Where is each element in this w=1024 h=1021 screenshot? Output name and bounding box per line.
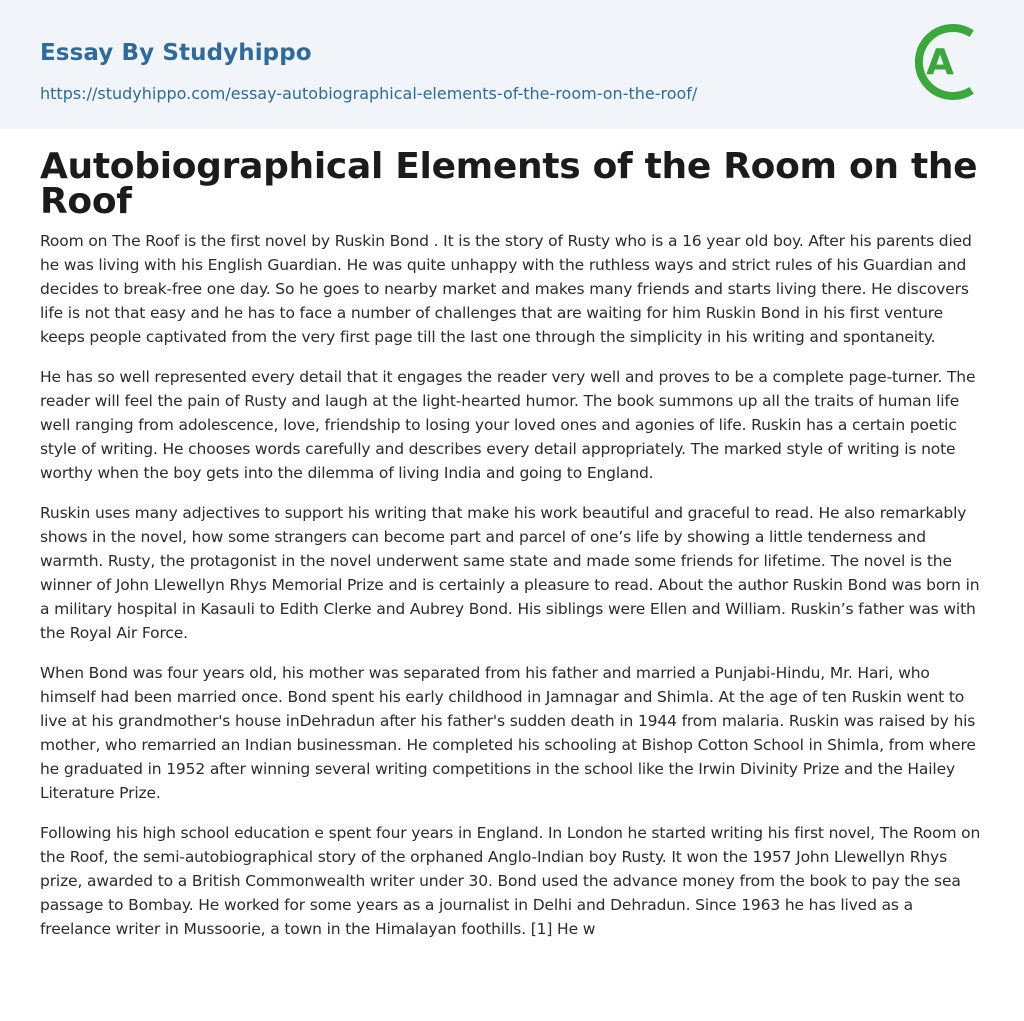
article [0, 146, 1024, 941]
essay-url-link[interactable]: https://studyhippo.com/essay-autobiographical-elements-of-the-room-on-the-roof/ [40, 84, 698, 103]
studyhippo-logo-icon[interactable] [912, 18, 986, 106]
logo-letter: A [926, 42, 954, 83]
article-paragraph: He has so well represented every detail that it engages the reader very well and proves to be a complete page-turner. The reader will feel the pain of Rusty and laugh at the light-hearted humor. The book summons up all the traits of human life well ranging from adolescence, love, friendship to losing your loved ones and agonies of life. Ruskin has a certain poetic style of writing. He chooses words carefully and describes every detail appropriately. The marked style of writing is note worthy when the boy gets into the dilemma of living India and going to England. [40, 368, 976, 482]
article-paragraph: When Bond was four years old, his mother was separated from his father and married a Punjabi-Hindu, Mr. Hari, who himself had been married once. Bond spent his early childhood in Jamnagar and Shimla. At the age of ten Ruskin went to live at his grandmother's house inDehradun after his father's sudden death in 1944 from malaria. Ruskin was raised by his mother, who remarried an Indian businessman. He completed his schooling at Bishop Cotton School in Shimla, from where he graduated in 1952 after winning several writing competitions in the school like the Irwin Divinity Prize and the Hailey Literature Prize. [40, 664, 976, 802]
article-paragraph: Following his high school education e spent four years in England. In London he started writing his first novel, The Room on the Roof, the semi-autobiographical story of the orphaned Anglo-Indian boy Rusty. It won the 1957 John Llewellyn Rhys prize, awarded to a British Commonwealth writer under 30. Bond used the advance money from the book to pay the sea passage to Bombay. He worked for some years as a journalist in Delhi and Dehradun. Since 1963 he has lived as a freelance writer in Mussoorie, a town in the Himalayan foothills. [1] He w [40, 824, 981, 938]
site-header [0, 0, 1024, 129]
site-brand[interactable]: Essay By Studyhippo [40, 40, 312, 66]
article-title: Autobiographical Elements of the Room on the Roof [40, 146, 978, 222]
article-paragraph: Ruskin uses many adjectives to support his writing that make his work beautiful and graceful to read. He also remarkably shows in the novel, how some strangers can become part and parcel of one’s life by showing a little tenderness and warmth. Rusty, the protagonist in the novel underwent same state and made some friends for lifetime. The novel is the winner of John Llewellyn Rhys Memorial Prize and is certainly a pleasure to read. About the author Ruskin Bond was born in a military hospital in Kasauli to Edith Clerke and Aubrey Bond. His siblings were Ellen and William. Ruskin’s father was with the Royal Air Force. [40, 504, 980, 642]
article-paragraph: Room on The Roof is the first novel by Ruskin Bond . It is the story of Rusty who is a 16 year old boy. After his parents died he was living with his English Guardian. He was quite unhappy with the ruthless ways and strict rules of his Guardian and decides to break-free one day. So he goes to nearby market and makes many friends and starts living there. He discovers life is not that easy and he has to face a number of challenges that are waiting for him Ruskin Bond in his first venture keeps people captivated from the very first page till the last one through the simplicity in his writing and spontaneity. [40, 232, 972, 346]
